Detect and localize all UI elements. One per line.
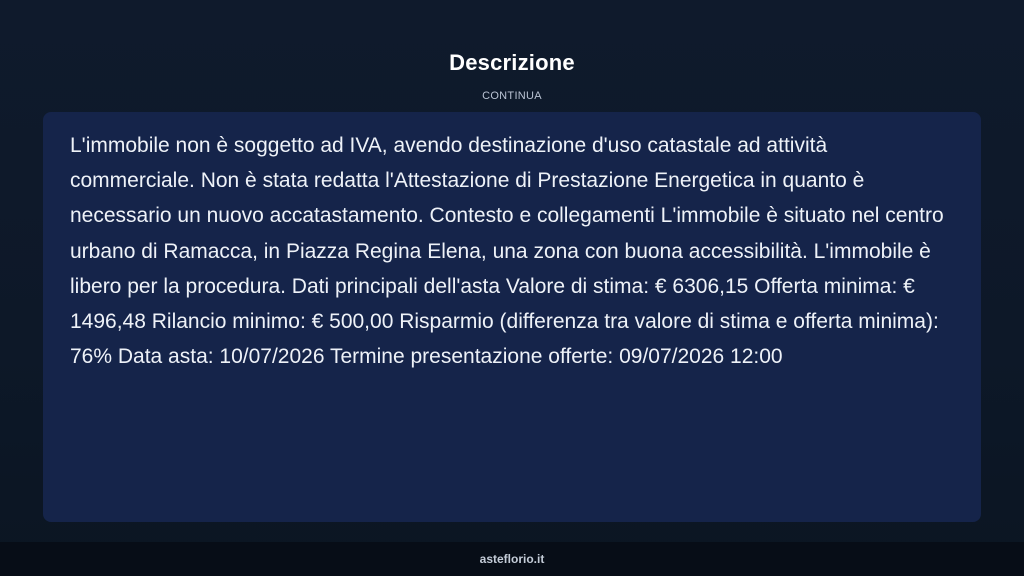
description-text: L'immobile non è soggetto ad IVA, avendo destinazione d'uso catastale ad attività commerciale. Non è stata redatta l'Attestazione di Prestazione Energetica in quanto è necessario un nuovo accatastamento. Contesto e collegamenti L'immobile è situato nel centro urbano di Ramacca, in Piazza Regina Elena, una zona con buona accessibilità. L'immobile è libero per la procedura. Dati principali dell'asta Valore di stima: € 6306,15 Offerta minima: € 1496,48 Rilancio minimo: € 500,00 Risparmio (differenza tra valore di stima e offerta minima): 76% Data asta: 10/07/2026 Termine presentazione offerte: 09/07/2026 12:00 (70, 134, 944, 369)
continue-label: CONTINUA (482, 90, 542, 102)
description-card (43, 112, 981, 522)
site-name: asteflorio.it (479, 552, 545, 566)
page-title: Descrizione (449, 50, 575, 75)
footer-bar (0, 542, 1024, 576)
